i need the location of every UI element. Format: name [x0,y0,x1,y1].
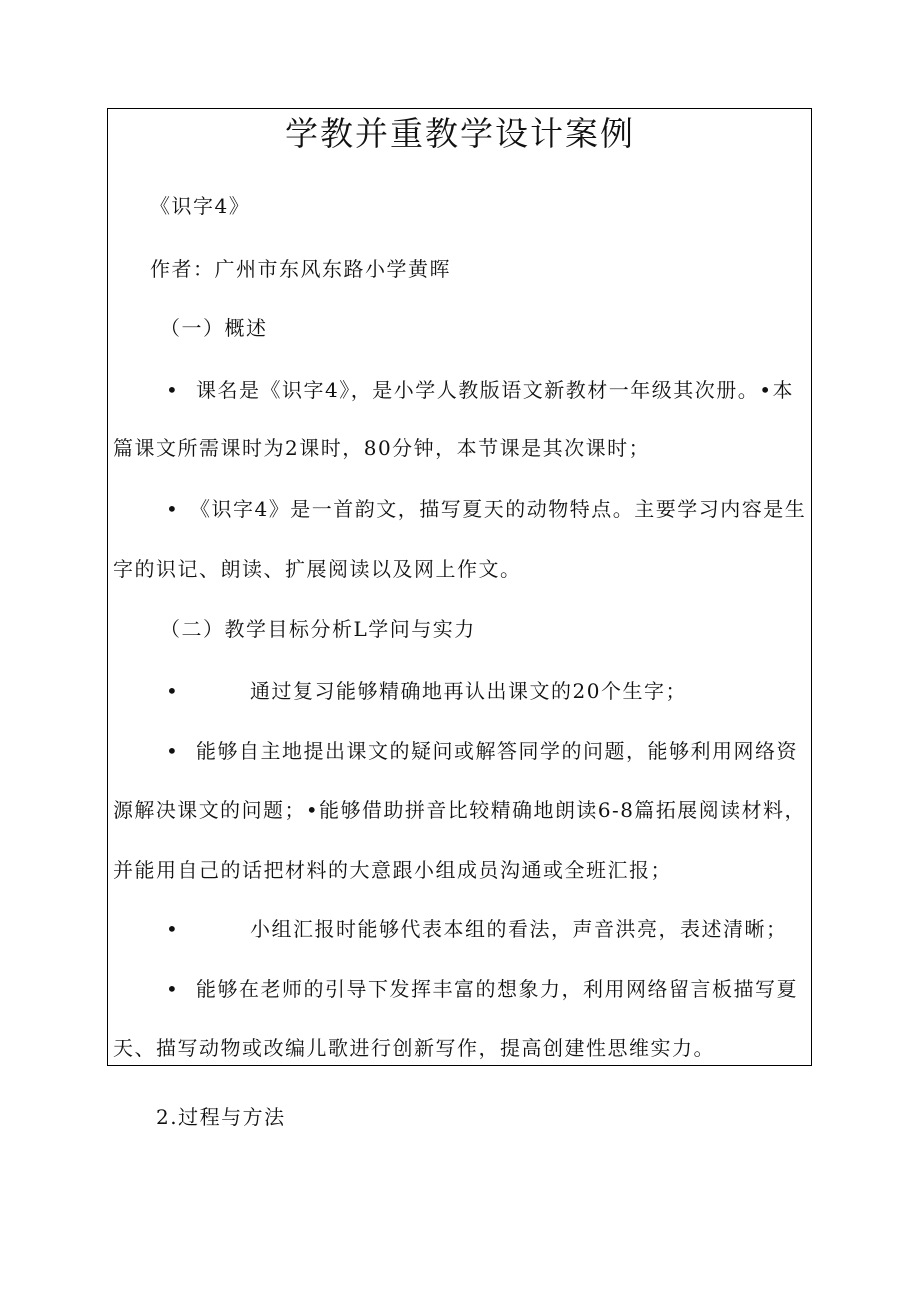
objective-item-2-line-2: 源解决课文的问题；•能够借助拼音比较精确地朗读6-8篇拓展阅读材料， [113,798,806,822]
objective-item-3-line-1: 小组汇报时能够代表本组的看法，声音洪亮，表述清晰； [250,917,788,941]
section-heading-objectives: （二）教学目标分析L学问与实力 [160,617,476,641]
objective-item-4-line-1: 能够在老师的引导下发挥丰富的想象力，利用网络留言板描写夏 [196,977,798,1001]
bullet-marker: • [166,679,178,703]
objective-item-1-line-1: 通过复习能够精确地再认出课文的20个生字； [250,679,687,703]
objective-item-2-line-1: 能够自主地提出课文的疑问或解答同学的问题，能够利用网络资 [196,739,798,763]
bullet-marker: • [166,497,178,521]
section-heading-overview: （一）概述 [160,316,268,340]
lesson-name: 《识字4》 [150,194,251,218]
objective-item-4-line-2: 天、描写动物或改编儿歌进行创新写作，提高创建性思维实力。 [113,1036,715,1060]
document-title: 学教并重教学设计案例 [285,114,635,153]
overview-item-1-line-2: 篇课文所需课时为2课时，80分钟，本节课是其次课时； [113,436,651,460]
bullet-marker: • [166,739,178,763]
objective-item-2-line-3: 并能用自己的话把材料的大意跟小组成员沟通或全班汇报； [113,858,672,882]
bullet-marker: • [166,378,178,402]
overview-item-1-line-1: 课名是《识字4》，是小学人教版语文新教材一年级其次册。•本 [196,378,795,402]
overview-item-2-line-1: 《识字4》是一首韵文，描写夏天的动物特点。主要学习内容是生 [190,497,807,521]
author-line: 作者：广州市东风东路小学黄晖 [150,257,451,281]
process-method-heading: 2.过程与方法 [156,1105,286,1129]
bullet-marker: • [166,917,178,941]
overview-item-2-line-2: 字的识记、朗读、扩展阅读以及网上作文。 [113,557,522,581]
bullet-marker: • [166,977,178,1001]
